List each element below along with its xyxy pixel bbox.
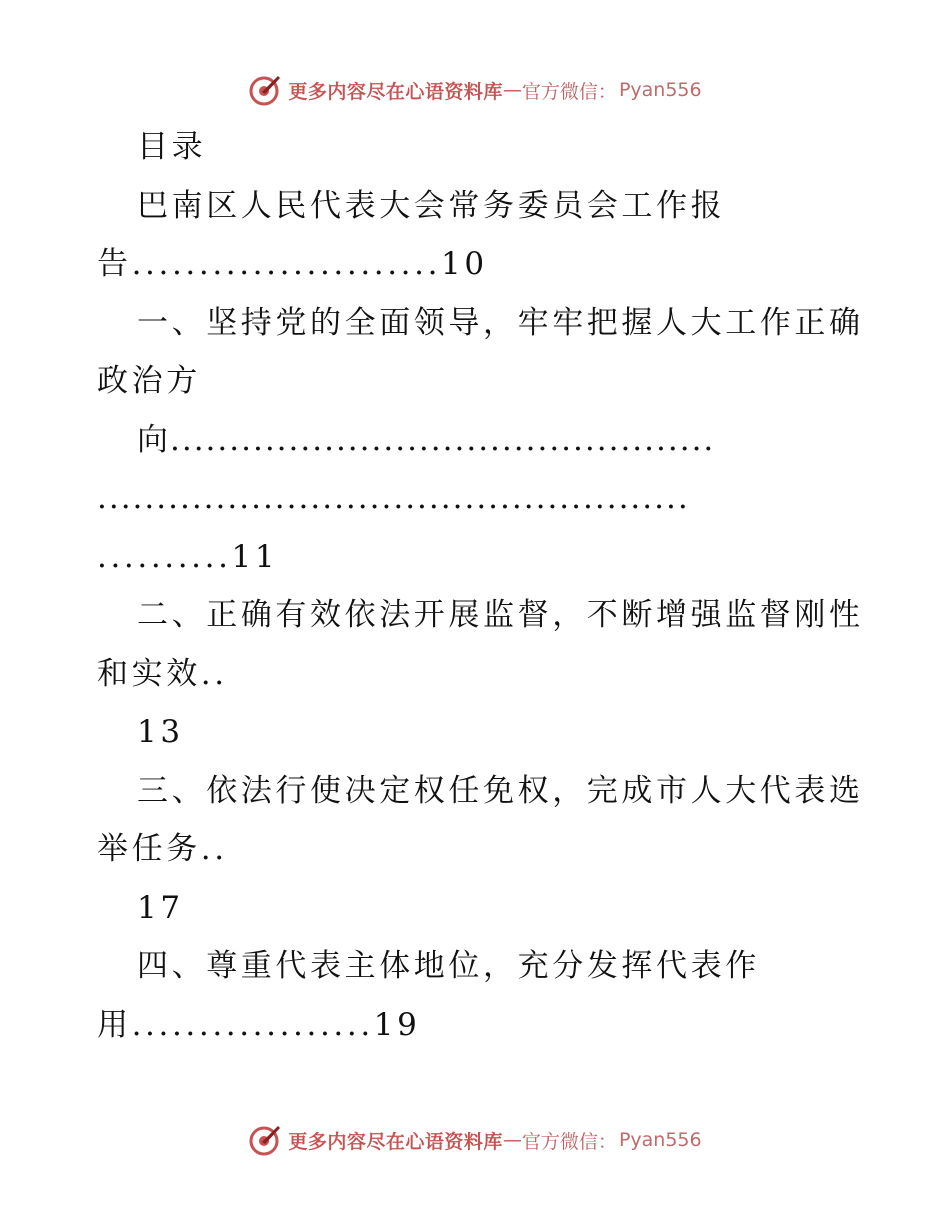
banner-wechat-label: 官方微信： (521, 1130, 617, 1153)
toc-page (97, 118, 864, 1054)
quill-logo-icon (248, 73, 282, 107)
header-banner (0, 70, 950, 110)
toc-page-number: 13 (137, 714, 184, 750)
toc-line: .................................................. (97, 480, 690, 516)
toc-line: 一、坚持党的全面领导，牢牢把握人大工作正确 (137, 304, 864, 341)
toc-line: 向.............................................. (137, 421, 716, 458)
banner-wechat-id: Pyan556 (618, 79, 702, 101)
banner-dash: — (502, 79, 522, 101)
toc-line: 二、正确有效依法开展监督，不断增强监督刚性 (137, 597, 864, 633)
footer-banner (0, 1120, 950, 1160)
toc-line: 政治方 (97, 363, 201, 399)
toc-line: 告.......................10 (97, 246, 488, 282)
toc-line: 和实效.. (97, 655, 228, 692)
toc-line: 用..................19 (97, 1006, 421, 1043)
banner-wechat-id: Pyan556 (618, 1129, 702, 1151)
toc-line: 巴南区人民代表大会常务委员会工作报 (137, 187, 726, 224)
toc-line: 四、尊重代表主体地位，充分发挥代表作 (137, 948, 760, 984)
toc-heading: 目录 (137, 129, 207, 165)
banner-brand: 更多内容尽在心语资料库 (288, 1130, 503, 1153)
banner-wechat-label: 官方微信： (521, 80, 617, 103)
toc-line: ..........11 (97, 538, 279, 575)
toc-page-number: 17 (137, 889, 184, 926)
toc-line: 三、依法行使决定权任免权，完成市人大代表选 (137, 772, 864, 809)
quill-logo-icon (248, 1123, 282, 1157)
banner-dash: — (502, 1129, 522, 1151)
toc-line: 举任务.. (97, 831, 228, 867)
banner-brand: 更多内容尽在心语资料库 (288, 80, 503, 103)
